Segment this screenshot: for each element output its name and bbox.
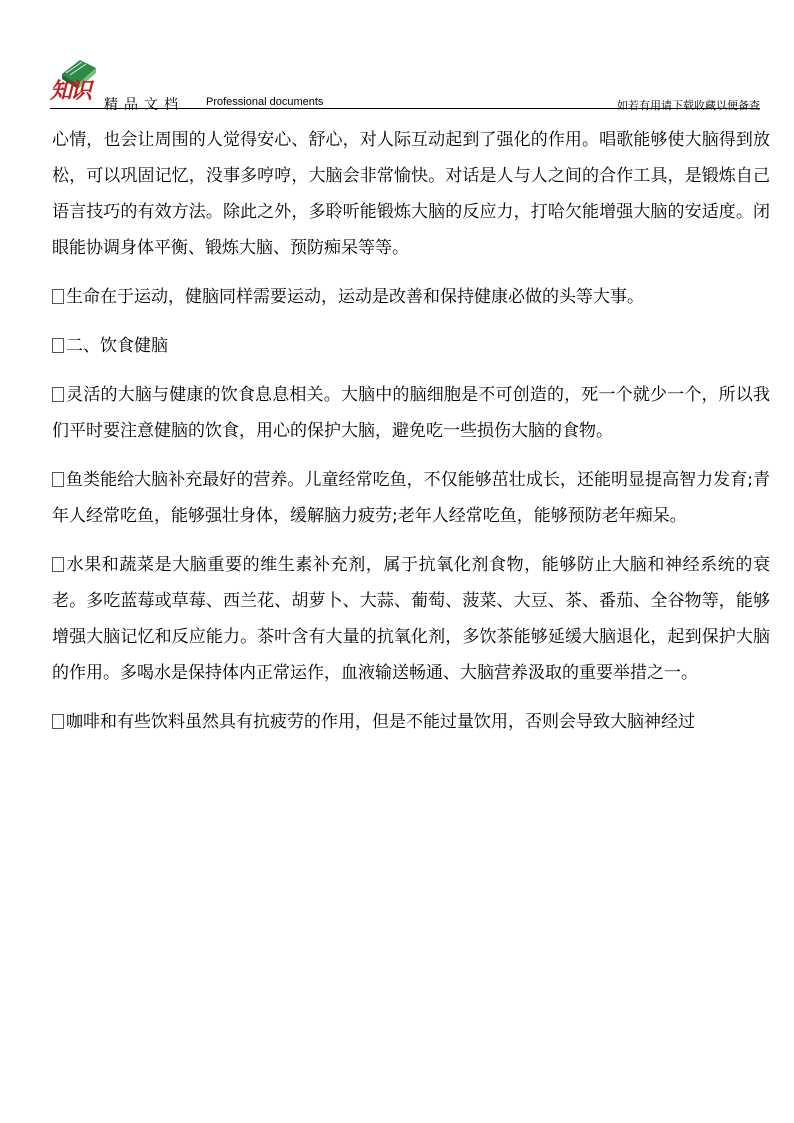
brand-subtitle: Professional documents	[206, 96, 324, 108]
heading-text: 二、饮食健脑	[66, 336, 168, 356]
paragraph	[52, 122, 770, 266]
document-body	[52, 122, 770, 753]
logo-text: 知识	[50, 78, 91, 104]
bullet-box-icon	[52, 714, 64, 729]
brand-title: 精品文档	[104, 97, 184, 113]
paragraph-text: 水果和蔬菜是大脑重要的维生素补充剂，属于抗氧化剂食物，能够防止大脑和神经系统的衰老。多吃蓝莓或草莓、西兰花、胡萝卜、大蒜、葡萄、菠菜、大豆、茶、番茄、全谷物等，能够增强大脑记忆和反应能力。茶叶含有大量的抗氧化剂，多饮茶能够延缓大脑退化，起到保护大脑的作用。多喝水是保持体内正常运作，血液输送畅通、大脑营养汲取的重要举措之一。	[52, 555, 770, 683]
paragraph-text: 灵活的大脑与健康的饮食息息相关。大脑中的脑细胞是不可创造的，死一个就少一个，所以我们平时要注意健脑的饮食，用心的保护大脑，避免吃一些损伤大脑的食物。	[52, 385, 770, 441]
paragraph	[52, 547, 770, 691]
paragraph-text: 心情，也会让周围的人觉得安心、舒心，对人际互动起到了强化的作用。唱歌能够使大脑得到放松，可以巩固记忆，没事多哼哼，大脑会非常愉快。对话是人与人之间的合作工具，是锻炼自己语言技巧的有效方法。除此之外，多聆听能锻炼大脑的反应力，打哈欠能增强大脑的安适度。闭眼能协调身体平衡、锻炼大脑、预防痴呆等等。	[52, 130, 770, 258]
header-note: 如若有用请下载收藏以便备查	[617, 99, 760, 112]
bullet-box-icon	[52, 472, 64, 487]
bullet-box-icon	[52, 338, 64, 353]
paragraph-text: 鱼类能给大脑补充最好的营养。儿童经常吃鱼，不仅能够茁壮成长，还能明显提高智力发育;青年人经常吃鱼，能够强壮身体，缓解脑力疲劳;老年人经常吃鱼，能够预防老年痴呆。	[52, 470, 770, 526]
section-heading	[52, 328, 770, 364]
paragraph	[52, 704, 770, 740]
paragraph	[52, 377, 770, 449]
paragraph-text: 生命在于运动，健脑同样需要运动，运动是改善和保持健康必做的头等大事。	[66, 287, 644, 307]
page-header	[50, 56, 760, 112]
paragraph	[52, 462, 770, 534]
bullet-box-icon	[52, 289, 64, 304]
bullet-box-icon	[52, 557, 64, 572]
paragraph	[52, 279, 770, 315]
header-divider	[50, 108, 760, 109]
bullet-box-icon	[52, 387, 64, 402]
paragraph-text: 咖啡和有些饮料虽然具有抗疲劳的作用，但是不能过量饮用，否则会导致大脑神经过	[66, 712, 695, 732]
logo	[50, 56, 100, 106]
